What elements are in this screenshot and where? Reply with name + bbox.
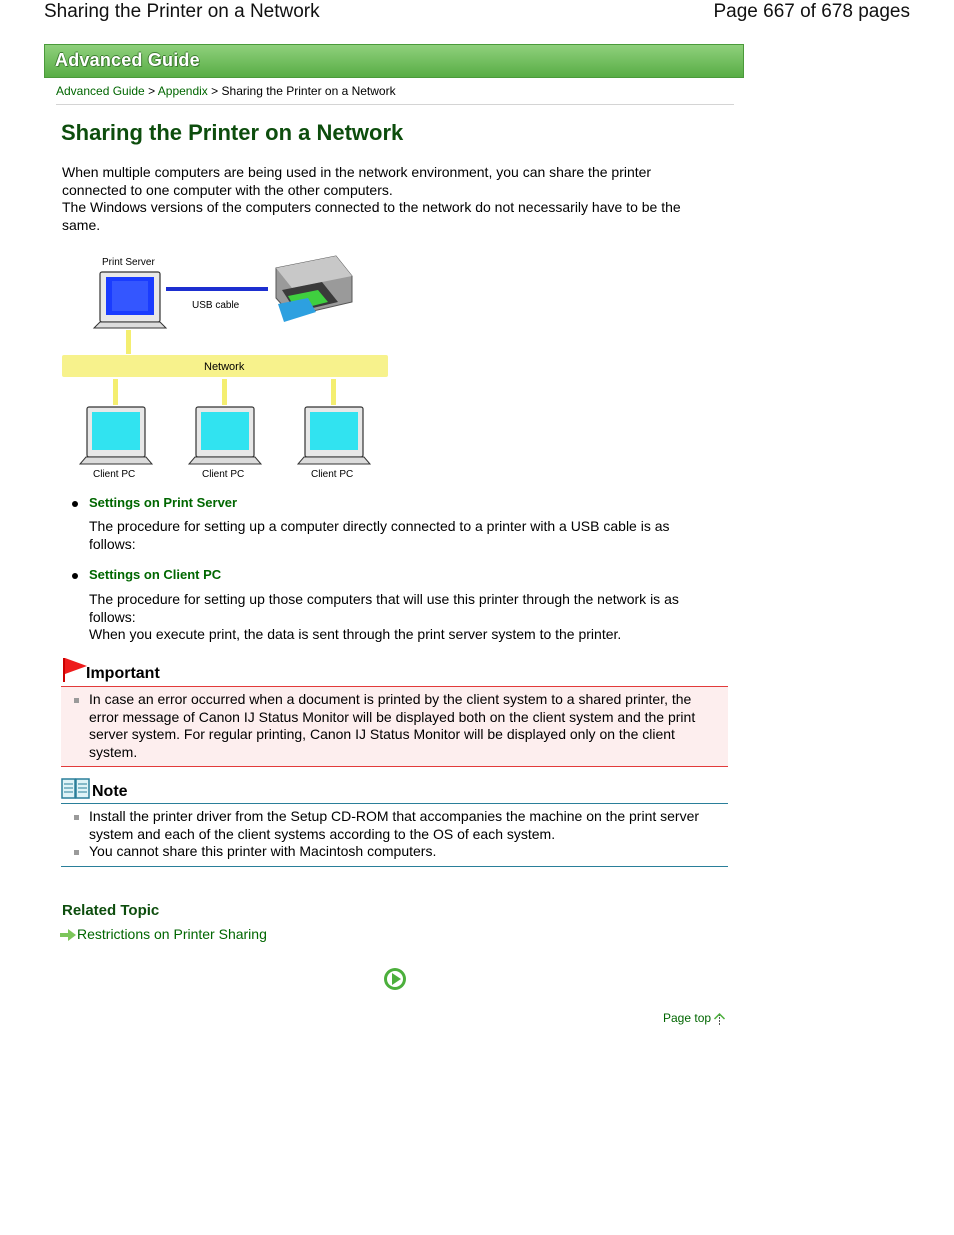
breadcrumb-link-appendix[interactable]: Appendix <box>157 84 208 98</box>
breadcrumb-current: Sharing the Printer on a Network <box>221 84 396 98</box>
page-top-link[interactable]: Page top <box>663 1011 712 1025</box>
important-heading: Important <box>86 665 160 682</box>
advanced-guide-banner <box>44 44 744 78</box>
client-network-link <box>331 379 336 405</box>
play-circle-icon[interactable] <box>383 967 407 991</box>
client-pc-icon <box>80 407 152 464</box>
note-heading: Note <box>92 783 128 800</box>
list-square-icon <box>74 698 79 703</box>
note-item: You cannot share this printer with Macintosh computers. <box>89 843 437 859</box>
note-divider-bottom <box>61 866 728 867</box>
page-counter: Page 667 of 678 pages <box>713 1 910 22</box>
printer-icon <box>276 256 352 322</box>
breadcrumb <box>56 83 396 99</box>
usb-cable-label: USB cable <box>192 300 240 311</box>
client-network-link <box>222 379 227 405</box>
banner-label: Advanced Guide <box>55 50 200 70</box>
section-text: The procedure for setting up a computer directly connected to a printer with a USB cable is as follows: <box>89 518 670 552</box>
network-label: Network <box>204 361 245 373</box>
intro-paragraph: When multiple computers are being used in the network environment, you can share the printer connected to one computer with the other computers. <box>62 164 652 198</box>
server-network-link <box>126 330 131 354</box>
breadcrumb-separator: > <box>148 84 156 98</box>
book-icon <box>61 778 91 800</box>
section-text <box>89 591 719 644</box>
related-topic-link[interactable]: Restrictions on Printer Sharing <box>77 926 267 942</box>
client-network-link <box>113 379 118 405</box>
print-server-computer-icon <box>94 272 166 328</box>
arrow-up-icon[interactable] <box>713 1012 726 1026</box>
important-item: In case an error occurred when a document is printed by the client system to a shared printer, the error message of Canon IJ Status Monitor will be displayed both on the client system and the print server system. For regular printing, Canon IJ Status Monitor will be displayed only on the client system. <box>89 691 696 760</box>
client-pc-label: Client PC <box>202 469 245 480</box>
print-server-label: Print Server <box>102 257 155 268</box>
list-square-icon <box>74 815 79 820</box>
section-paragraph: When you execute print, the data is sent through the print server system to the printer. <box>89 626 622 643</box>
note-item: Install the printer driver from the Setup CD-ROM that accompanies the machine on the print server system and each of the client systems according to the OS of each system. <box>89 808 700 842</box>
section-heading-print-server[interactable]: Settings on Print Server <box>89 495 238 510</box>
bullet-icon <box>72 501 78 507</box>
intro-text <box>62 164 712 234</box>
breadcrumb-separator: > <box>211 84 219 98</box>
client-pc-label: Client PC <box>311 469 354 480</box>
section-paragraph: The procedure for setting up those computers that will use this printer through the network is as follows: <box>89 591 679 625</box>
important-flag-icon <box>62 657 88 683</box>
client-pc-icon <box>298 407 370 464</box>
related-topic-heading: Related Topic <box>62 902 160 919</box>
arrow-right-icon <box>60 929 76 941</box>
document-header-title: Sharing the Printer on a Network <box>44 1 320 22</box>
page-title: Sharing the Printer on a Network <box>61 120 404 145</box>
client-pc-icon <box>189 407 261 464</box>
list-square-icon <box>74 850 79 855</box>
breadcrumb-link-advanced-guide[interactable]: Advanced Guide <box>56 84 145 98</box>
note-divider-top <box>61 803 728 804</box>
network-sharing-diagram <box>60 252 390 484</box>
client-pc-label: Client PC <box>93 469 136 480</box>
breadcrumb-divider <box>56 104 734 105</box>
section-heading-client-pc[interactable]: Settings on Client PC <box>89 567 222 582</box>
intro-paragraph: The Windows versions of the computers connected to the network do not necessarily have to be the same. <box>62 199 681 233</box>
bullet-icon <box>72 573 78 579</box>
usb-cable-line <box>166 287 268 291</box>
